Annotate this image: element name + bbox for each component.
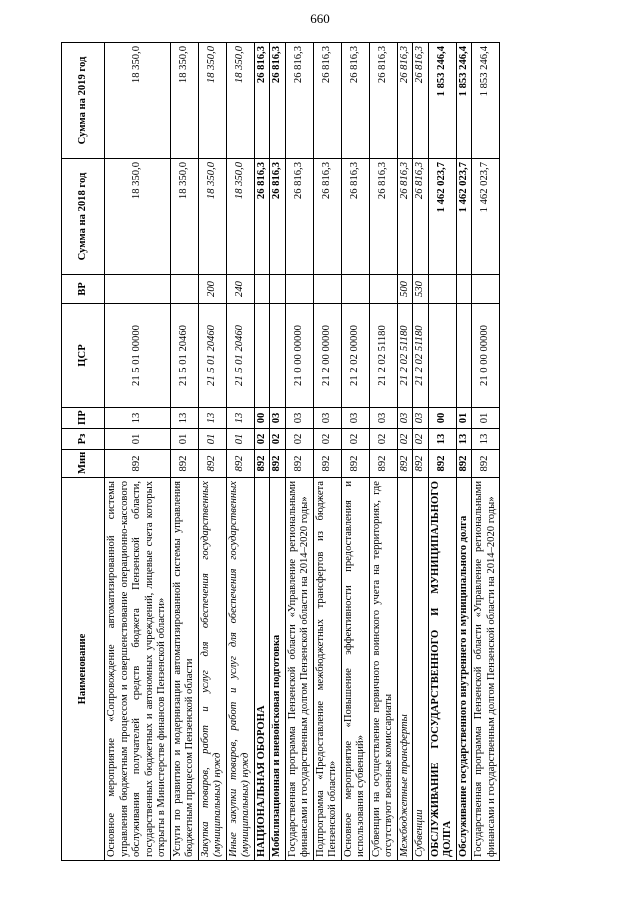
cell-pr: 03 bbox=[313, 408, 341, 429]
cell-min: 892 bbox=[270, 450, 286, 478]
cell-min: 892 bbox=[472, 450, 500, 478]
cell-sum2019: 18 350,0 bbox=[226, 43, 254, 159]
cell-sum2018: 1 462 023,7 bbox=[428, 159, 456, 275]
cell-csr: 21 2 00 00000 bbox=[313, 304, 341, 408]
cell-name: Мобилизационная и вневойсковая подготовка bbox=[270, 478, 286, 861]
cell-name: Субвенции на осуществление первичного воинского учета на территориях, где отсутствуют военные комиссариаты bbox=[369, 478, 397, 861]
cell-sum2019: 18 350,0 bbox=[198, 43, 226, 159]
table-row bbox=[198, 43, 226, 861]
cell-sum2018: 26 816,3 bbox=[369, 159, 397, 275]
cell-rz: 02 bbox=[254, 429, 270, 450]
cell-sum2019: 1 853 246,4 bbox=[456, 43, 472, 159]
cell-vr bbox=[254, 275, 270, 304]
cell-sum2019: 26 816,3 bbox=[254, 43, 270, 159]
rotated-table-container bbox=[61, 43, 587, 861]
cell-vr bbox=[456, 275, 472, 304]
cell-vr bbox=[313, 275, 341, 304]
table-row bbox=[105, 43, 171, 861]
cell-name: НАЦИОНАЛЬНАЯ ОБОРОНА bbox=[254, 478, 270, 861]
cell-pr: 03 bbox=[369, 408, 397, 429]
cell-pr: 13 bbox=[105, 408, 171, 429]
cell-name: Межбюджетные трансферты bbox=[397, 478, 413, 861]
cell-vr bbox=[369, 275, 397, 304]
cell-csr: 21 2 02 51180 bbox=[397, 304, 413, 408]
cell-sum2019: 26 816,3 bbox=[313, 43, 341, 159]
cell-min: 892 bbox=[341, 450, 369, 478]
cell-vr bbox=[285, 275, 313, 304]
table-body bbox=[105, 43, 500, 861]
cell-vr: 530 bbox=[413, 275, 429, 304]
cell-name: Основное мероприятие «Повышение эффективности предоставления и использования субвенций» bbox=[341, 478, 369, 861]
cell-name: ОБСЛУЖИВАНИЕ ГОСУДАРСТВЕННОГО И МУНИЦИПАЛЬНОГО ДОЛГА bbox=[428, 478, 456, 861]
cell-csr bbox=[270, 304, 286, 408]
cell-sum2018: 26 816,3 bbox=[413, 159, 429, 275]
cell-sum2019: 26 816,3 bbox=[341, 43, 369, 159]
header-sum-2019: Сумма на 2019 год bbox=[62, 43, 105, 159]
cell-name: Государственная программа Пензенской области «Управление региональными финансами и государственным долгом Пензенской области на 2014–2020 годы» bbox=[285, 478, 313, 861]
cell-sum2019: 26 816,3 bbox=[270, 43, 286, 159]
header-name: Наименование bbox=[62, 478, 105, 861]
cell-rz: 13 bbox=[428, 429, 456, 450]
cell-csr: 21 5 01 20460 bbox=[198, 304, 226, 408]
cell-rz: 13 bbox=[456, 429, 472, 450]
cell-min: 892 bbox=[285, 450, 313, 478]
cell-sum2018: 26 816,3 bbox=[313, 159, 341, 275]
table-header-row bbox=[62, 43, 105, 861]
cell-name: Основное мероприятие «Сопровождение автоматизированной системы управления бюджетным процессом и совершенствование операционно-кассового обслуживания получателей средств бюджета Пензенской области, государственных бюджетных и автономных учреждений, лицевые счета которых открыты в Министерстве финансов Пензенской области» bbox=[105, 478, 171, 861]
cell-vr bbox=[472, 275, 500, 304]
cell-pr: 03 bbox=[285, 408, 313, 429]
table-row bbox=[369, 43, 397, 861]
header-sum-2018: Сумма на 2018 год bbox=[62, 159, 105, 275]
cell-rz: 01 bbox=[198, 429, 226, 450]
table-row bbox=[313, 43, 341, 861]
cell-csr: 21 5 01 20460 bbox=[226, 304, 254, 408]
cell-vr: 240 bbox=[226, 275, 254, 304]
budget-table bbox=[61, 42, 500, 861]
header-pr: ПР bbox=[62, 408, 105, 429]
cell-sum2018: 18 350,0 bbox=[170, 159, 198, 275]
header-csr: ЦСР bbox=[62, 304, 105, 408]
cell-min: 892 bbox=[254, 450, 270, 478]
cell-sum2018: 26 816,3 bbox=[397, 159, 413, 275]
cell-vr bbox=[270, 275, 286, 304]
cell-csr: 21 2 02 51180 bbox=[413, 304, 429, 408]
header-rz: Рз bbox=[62, 429, 105, 450]
table-row bbox=[254, 43, 270, 861]
cell-sum2019: 26 816,3 bbox=[285, 43, 313, 159]
cell-vr bbox=[105, 275, 171, 304]
cell-sum2018: 18 350,0 bbox=[198, 159, 226, 275]
cell-csr bbox=[428, 304, 456, 408]
cell-rz: 02 bbox=[369, 429, 397, 450]
cell-sum2019: 1 853 246,4 bbox=[428, 43, 456, 159]
cell-min: 892 bbox=[369, 450, 397, 478]
cell-sum2018: 26 816,3 bbox=[341, 159, 369, 275]
cell-pr: 03 bbox=[341, 408, 369, 429]
cell-sum2019: 26 816,3 bbox=[369, 43, 397, 159]
table-row bbox=[456, 43, 472, 861]
cell-sum2018: 1 462 023,7 bbox=[472, 159, 500, 275]
header-min: Мин bbox=[62, 450, 105, 478]
cell-sum2018: 26 816,3 bbox=[285, 159, 313, 275]
cell-min: 892 bbox=[413, 450, 429, 478]
cell-name: Иные закупки товаров, работ и услуг для обеспечения государственных (муниципальных) нужд bbox=[226, 478, 254, 861]
table-row bbox=[397, 43, 413, 861]
cell-name: Подпрограмма «Предоставление межбюджетных трансфертов из бюджета Пензенской области» bbox=[313, 478, 341, 861]
cell-sum2018: 18 350,0 bbox=[226, 159, 254, 275]
table-row bbox=[226, 43, 254, 861]
cell-csr: 21 5 01 00000 bbox=[105, 304, 171, 408]
cell-sum2018: 18 350,0 bbox=[105, 159, 171, 275]
cell-sum2018: 26 816,3 bbox=[270, 159, 286, 275]
cell-sum2019: 1 853 246,4 bbox=[472, 43, 500, 159]
cell-sum2018: 1 462 023,7 bbox=[456, 159, 472, 275]
cell-rz: 02 bbox=[341, 429, 369, 450]
cell-rz: 01 bbox=[105, 429, 171, 450]
cell-pr: 03 bbox=[397, 408, 413, 429]
page-number: 660 bbox=[310, 11, 330, 26]
cell-rz: 02 bbox=[270, 429, 286, 450]
cell-min: 892 bbox=[313, 450, 341, 478]
cell-min: 892 bbox=[428, 450, 456, 478]
cell-pr: 01 bbox=[456, 408, 472, 429]
header-vr: ВР bbox=[62, 275, 105, 304]
cell-vr: 500 bbox=[397, 275, 413, 304]
table-row bbox=[170, 43, 198, 861]
cell-csr: 21 2 02 00000 bbox=[341, 304, 369, 408]
cell-rz: 01 bbox=[226, 429, 254, 450]
cell-rz: 01 bbox=[170, 429, 198, 450]
cell-pr: 01 bbox=[472, 408, 500, 429]
cell-rz: 13 bbox=[472, 429, 500, 450]
cell-rz: 02 bbox=[313, 429, 341, 450]
cell-pr: 03 bbox=[270, 408, 286, 429]
cell-name: Субвенции bbox=[413, 478, 429, 861]
cell-rz: 02 bbox=[285, 429, 313, 450]
cell-pr: 13 bbox=[226, 408, 254, 429]
cell-csr bbox=[254, 304, 270, 408]
cell-pr: 03 bbox=[413, 408, 429, 429]
cell-min: 892 bbox=[226, 450, 254, 478]
cell-vr bbox=[170, 275, 198, 304]
cell-vr: 200 bbox=[198, 275, 226, 304]
cell-name: Государственная программа Пензенской области «Управление региональными финансами и государственным долгом Пензенской области на 2014–2020 годы» bbox=[472, 478, 500, 861]
cell-pr: 00 bbox=[428, 408, 456, 429]
cell-vr bbox=[341, 275, 369, 304]
cell-csr: 21 0 00 00000 bbox=[472, 304, 500, 408]
cell-name: Услуги по развитию и модернизации автоматизированной системы управления бюджетным процессом Пензенской области bbox=[170, 478, 198, 861]
cell-csr bbox=[456, 304, 472, 408]
cell-csr: 21 0 00 00000 bbox=[285, 304, 313, 408]
cell-sum2018: 26 816,3 bbox=[254, 159, 270, 275]
cell-name: Обслуживание государственного внутреннего и муниципального долга bbox=[456, 478, 472, 861]
cell-sum2019: 26 816,3 bbox=[397, 43, 413, 159]
cell-min: 892 bbox=[198, 450, 226, 478]
table-row bbox=[285, 43, 313, 861]
cell-min: 892 bbox=[397, 450, 413, 478]
cell-sum2019: 26 816,3 bbox=[413, 43, 429, 159]
table-row bbox=[413, 43, 429, 861]
cell-vr bbox=[428, 275, 456, 304]
cell-pr: 13 bbox=[198, 408, 226, 429]
table-row bbox=[472, 43, 500, 861]
cell-csr: 21 5 01 20460 bbox=[170, 304, 198, 408]
cell-sum2019: 18 350,0 bbox=[170, 43, 198, 159]
cell-min: 892 bbox=[170, 450, 198, 478]
table-row bbox=[428, 43, 456, 861]
cell-csr: 21 2 02 51180 bbox=[369, 304, 397, 408]
cell-pr: 13 bbox=[170, 408, 198, 429]
cell-rz: 02 bbox=[397, 429, 413, 450]
cell-rz: 02 bbox=[413, 429, 429, 450]
cell-sum2019: 18 350,0 bbox=[105, 43, 171, 159]
cell-pr: 00 bbox=[254, 408, 270, 429]
cell-min: 892 bbox=[456, 450, 472, 478]
table-row bbox=[270, 43, 286, 861]
table-row bbox=[341, 43, 369, 861]
cell-min: 892 bbox=[105, 450, 171, 478]
cell-name: Закупка товаров, работ и услуг для обеспечения государственных (муниципальных) нужд bbox=[198, 478, 226, 861]
